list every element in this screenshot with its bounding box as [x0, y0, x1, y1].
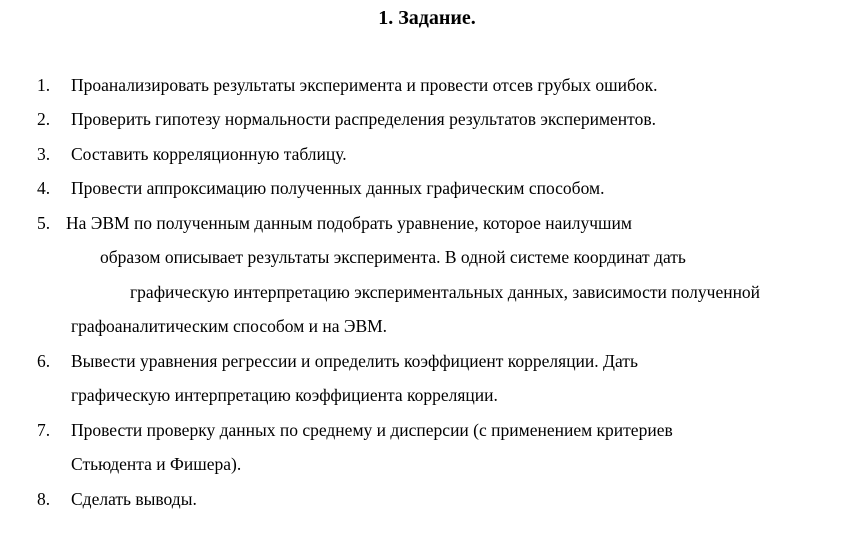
- item-text-continuation: графическую интерпретацию экспериментальных данных, зависимости полученной: [130, 282, 761, 302]
- item-text: На ЭВМ по полученным данным подобрать уравнение, которое наилучшим: [66, 213, 632, 233]
- item-number: 5.: [37, 213, 51, 233]
- item-text-continuation: графоаналитическим способом и на ЭВМ.: [71, 316, 388, 336]
- item-text: Проанализировать результаты эксперимента и провести отсев грубых ошибок.: [71, 75, 658, 95]
- item-text: Вывести уравнения регрессии и определить коэффициент корреляции. Дать: [71, 351, 638, 371]
- item-number: 1.: [37, 75, 51, 95]
- item-text: Провести аппроксимацию полученных данных графическим способом.: [71, 178, 605, 198]
- item-text-continuation: графическую интерпретацию коэффициента корреляции.: [71, 385, 498, 405]
- item-text: Провести проверку данных по среднему и дисперсии (с применением критериев: [71, 420, 673, 440]
- document-title: 1. Задание.: [378, 7, 476, 29]
- item-text-continuation: образом описывает результаты эксперимента. В одной системе координат дать: [100, 247, 686, 267]
- item-text: Составить корреляционную таблицу.: [71, 144, 347, 164]
- item-text: Сделать выводы.: [71, 489, 197, 509]
- item-text: Проверить гипотезу нормальности распределения результатов экспериментов.: [71, 109, 656, 129]
- item-number: 7.: [37, 420, 51, 440]
- item-number: 3.: [37, 144, 51, 164]
- item-number: 2.: [37, 109, 51, 129]
- item-text-continuation: Стьюдента и Фишера).: [71, 454, 242, 474]
- item-number: 8.: [37, 489, 51, 509]
- item-number: 4.: [37, 178, 51, 198]
- item-number: 6.: [37, 351, 51, 371]
